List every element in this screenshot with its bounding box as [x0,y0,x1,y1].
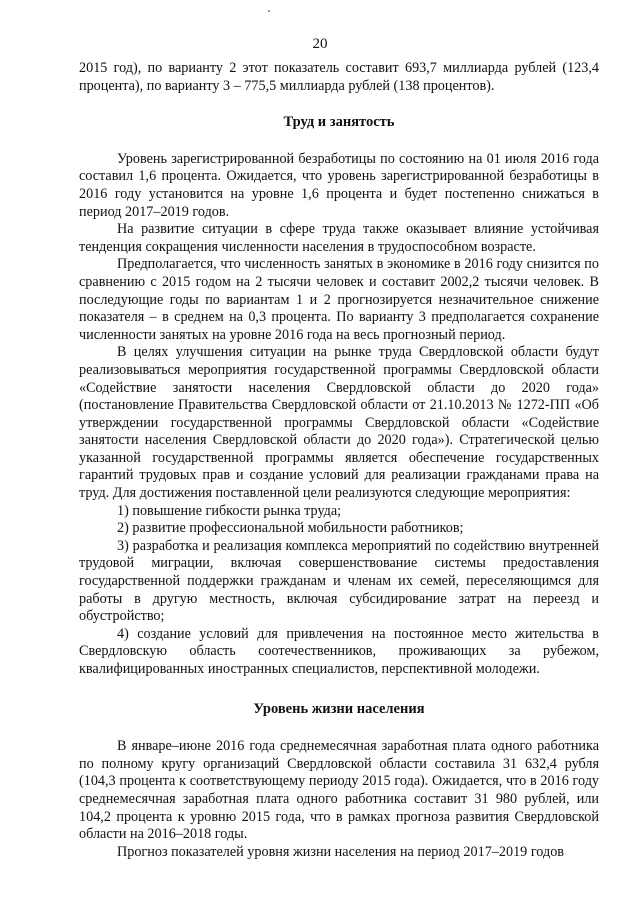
section-heading-living: Уровень жизни населения [253,700,425,717]
list-item: 4) создание условий для привлечения на постоянное место жительства в Свердловскую область соотечественников, проживающих за рубежом, квалифицированных иностранных специалистов, перспективной молодежи. [79,625,599,677]
page-content [79,60,599,861]
section-heading-labor: Труд и занятость [283,114,395,131]
scan-speck [268,10,270,12]
living-paragraph: В январе–июне 2016 года среднемесячная заработная плата одного работника по полному кругу организаций Свердловской области составила 31 632,4 рубля (104,3 процента к соответствующему периоду 2015 года). Ожидается, что в 2016 году среднемесячная заработная плата одного работника составит 31 980 рублей, или 104,2 процента к уровню 2015 года, что в рамках прогноза развития Свердловской области на 2016–2018 годы. [79,738,599,843]
labor-paragraph: Уровень зарегистрированной безработицы по состоянию на 01 июля 2016 года составил 1,6 процента. Ожидается, что уровень зарегистрированной безработицы в 2016 году установится на уровне 1,6 процента и будет постепенно снижаться в период 2017–2019 годов. [79,150,599,220]
labor-paragraph: Предполагается, что численность занятых в экономике в 2016 году снизится по сравнению с 2015 годом на 2 тысячи человек и составит 2002,2 тысячи человек. В последующие годы по вариантам 1 и 2 прогнозируется незначительное снижение показателя – в среднем на 0,3 процента. По варианту 3 предполагается сохранение численности занятых на уровне 2016 года на весь прогнозный период. [79,256,599,343]
page-number: 20 [312,36,328,52]
labor-paragraph: В целях улучшения ситуации на рынке труда Свердловской области будут реализовываться мероприятия государственной программы Свердловской области «Содействие занятости населения Свердловской области до 2020 года» (постановление Правительства Свердловской области от 21.10.2013 № 1272-ПП «Об утверждении государственной программы Свердловской области «Содействие занятости населения Свердловской области до 2020 года»). Стратегической целью указанной государственной программы является обеспечение государственных гарантий трудовых прав и создание условий для реализации гражданами права на труд. Для достижения поставленной цели реализуются следующие мероприятия: [79,344,599,502]
intro-paragraph: 2015 год), по варианту 2 этот показатель составит 693,7 миллиарда рублей (123,4 процента), по варианту 3 – 775,5 миллиарда рублей (138 процентов). [79,60,599,94]
list-item: 3) разработка и реализация комплекса мероприятий по содействию внутренней трудовой миграции, включая совершенствование системы предоставления государственной поддержки гражданам и членам их семей, переселяющимся для работы в другую местность, включая субсидирование затрат на переезд и обустройство; [79,537,599,625]
list-item: 1) повышение гибкости рынка труда; [117,502,342,519]
living-paragraph: Прогноз показателей уровня жизни населения на период 2017–2019 годов [117,843,564,860]
list-item: 2) развитие профессиональной мобильности работников; [117,520,464,537]
labor-paragraph: На развитие ситуации в сфере труда также оказывает влияние устойчивая тенденция сокращения численности населения в трудоспособном возрасте. [79,221,599,255]
